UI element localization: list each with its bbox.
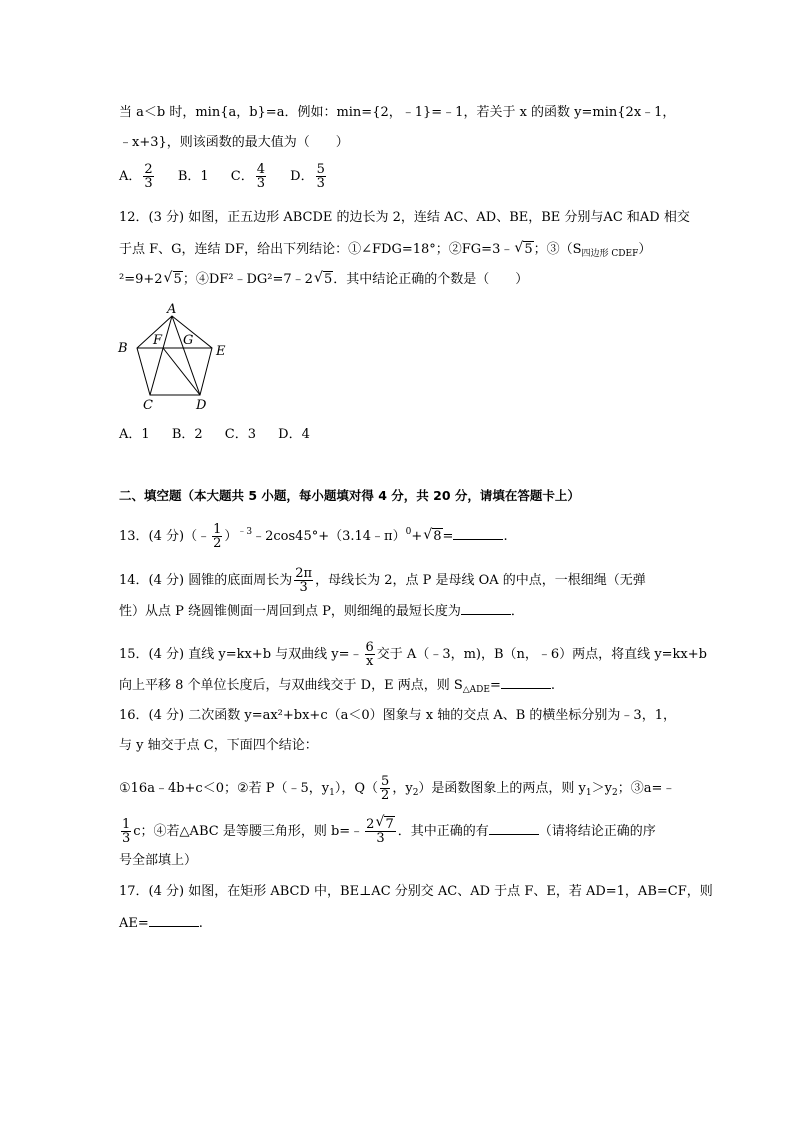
q16-line1: 16．(4 分) 二次函数 y=ax²+bx+c（a＜0）图象与 x 轴的交点 A、B 的横坐标分别为﹣3，1， (119, 708, 676, 723)
q12-line1: 12．(3 分) 如图，正五边形 ABCDE 的边长为 2，连结 AC、AD、BE，BE 分别与AC 和AD 相交 (119, 210, 690, 225)
q12-line2: 于点 F、G，连结 DF，给出下列结论：①∠FDG=18°；②FG=3﹣ √ 5；$③(S_{四边形 CDEF})$ (119, 240, 652, 259)
label-c: C (143, 398, 153, 412)
q13-line: 13．(4 分)（﹣ $\frac{1}{2}$ ）$^{﹣3}$﹣2cos45°+（3.14﹣π）$^0$+ √ 8= . (119, 522, 508, 551)
label-d: D (196, 398, 207, 412)
q11-options (119, 163, 346, 190)
label-b: B (118, 341, 128, 356)
q11-option-d: D． $\frac{5}{3}$ (290, 162, 325, 191)
q17-line2: AE= . (119, 916, 203, 931)
q14-line1: 14．(4 分) 圆锥的底面周长为 $\frac{2\pi}{3}$ ，母线长为 2，点 P 是母线 OA 的中点，一根细绳（无弹 (119, 566, 646, 595)
q14-line2: 性）从点 P 绕圆锥侧面一周回到点 P，则细绳的最短长度为 ． (119, 604, 524, 619)
q15-answer-blank[interactable] (501, 676, 551, 689)
q12-option-d: D．4 (278, 427, 310, 442)
section-2-heading: 二、填空题（本大题共 5 小题，每小题填对得 4 分，共 20 分，请填在答题卡上） (119, 488, 580, 503)
q16-answer-blank[interactable] (489, 822, 539, 835)
segment-df (163, 348, 200, 395)
q11-option-b: B．1 (177, 169, 209, 184)
pentagon-figure (112, 300, 232, 412)
q16-line5: 号全部填上） (119, 853, 198, 868)
q12-option-a: A．1 (119, 427, 150, 442)
q12-options (119, 425, 328, 445)
q12-line3: ²=9+2 √ 5；④DF²﹣DG²=7﹣2 √ 5．其中结论正确的个数是（ ） (119, 270, 529, 287)
q15-line1: 15．(4 分) 直线 y=kx+b 与双曲线 y=﹣ $\frac{6}{x}$ 交于 A（﹣3，m)，B（n，﹣6）两点，将直线 y=kx+b (119, 640, 707, 669)
label-a: A (167, 302, 177, 317)
label-g: G (183, 333, 194, 348)
q12-option-c: C．3 (224, 427, 256, 442)
q11-option-a: A． $\frac{2}{3}$ (119, 162, 153, 191)
label-f: F (153, 333, 163, 348)
q11-line1: 当 a＜b 时，min{a，b}=a．例如：min={2，﹣1}=﹣1，若关于 x 的函数 y=min{2x﹣1， (119, 105, 676, 120)
label-e: E (216, 344, 226, 359)
q13-answer-blank[interactable] (453, 527, 503, 540)
pentagon-outline (137, 316, 212, 395)
segment-ad (172, 316, 200, 395)
q16-line2: 与 y 轴交于点 C，下面四个结论： (119, 738, 318, 753)
q11-line2: ﹣x+3}，则该函数的最大值为（ ） (119, 135, 349, 150)
q11-option-c: C． $\frac{4}{3}$ (230, 162, 266, 191)
q17-line1: 17．(4 分) 如图，在矩形 ABCD 中，BE⊥AC 分别交 AC、AD 于点 F、E，若 AD=1，AB=CF，则 (119, 884, 713, 899)
q17-answer-blank[interactable] (149, 914, 199, 927)
q16-line4: $\frac{1}{3}$ c；④若△ABC 是等腰三角形，则 b=﹣ 2 √ 7 3 ．其中正确的有 （请将结论正确的序 (122, 814, 656, 846)
q12-option-b: B．2 (171, 427, 203, 442)
q14-answer-blank[interactable] (461, 602, 511, 615)
q15-line2: 向上平移 8 个单位长度后，与双曲线交于 D，E 两点，则 $S_{\triangle ADE}=$ . (119, 678, 556, 695)
q16-line3: ①16a﹣4b+c＜0；②若 P（﹣5，$y_1$），Q（ $\frac{5}{2}$ ，$y_2$）是函数图象上的两点，则 $y_1>y_2$；③a=﹣ (119, 774, 676, 803)
